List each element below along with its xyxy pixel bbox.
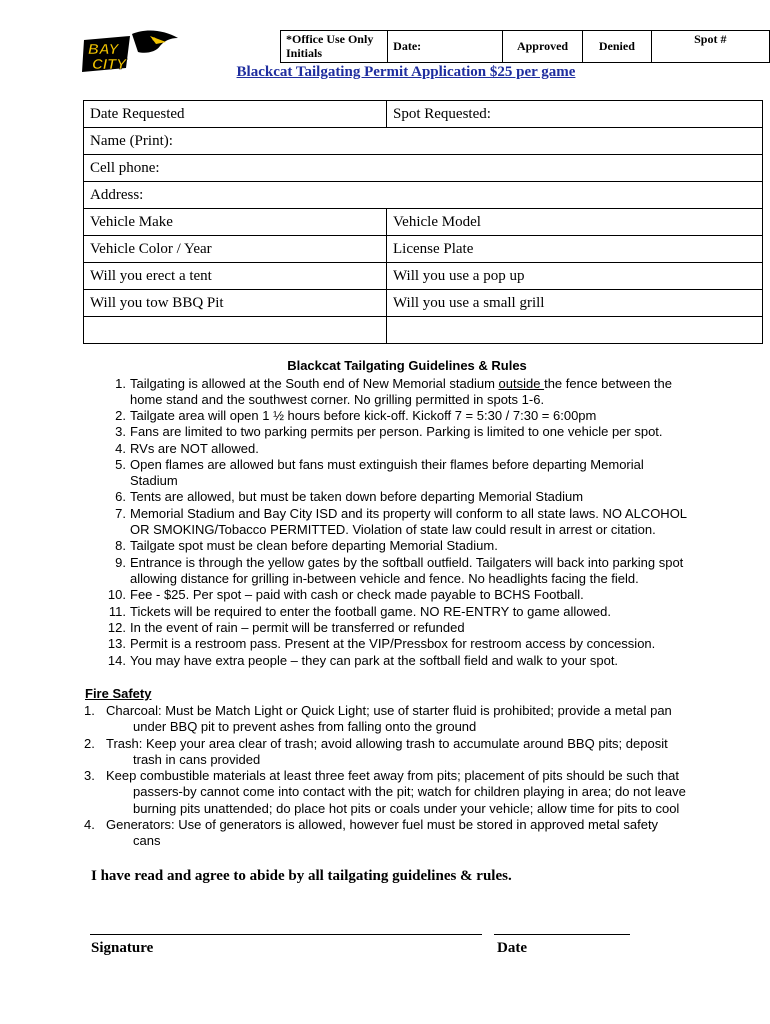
rule-number: 12.: [107, 620, 126, 635]
rule-number: 1.: [115, 376, 126, 391]
cell-phone-field[interactable]: [84, 155, 763, 182]
rule-text: You may have extra people – they can park at the softball field and walk to your spot.: [130, 653, 619, 668]
vehicle-color-label: Vehicle Color / Year: [90, 240, 212, 257]
cell-phone-label: Cell phone:: [90, 159, 160, 176]
date-requested-field[interactable]: [84, 101, 387, 128]
fire-text: cans: [133, 833, 161, 848]
logo-text-city: CITY: [92, 56, 127, 73]
rule-text: Fee - $25. Per spot – paid with cash or check made payable to BCHS Football.: [130, 587, 584, 602]
blank-field-right[interactable]: [387, 317, 763, 344]
rule-text: Tailgating is allowed at the South end of New Memorial stadium outside the fence between the: [130, 376, 673, 391]
rule-text: Fans are limited to two parking permits per person. Parking is limited to one vehicle per spot.: [130, 424, 663, 439]
popup-label: Will you use a pop up: [393, 267, 525, 284]
rule-number: 14.: [107, 653, 126, 668]
fire-number: 3.: [84, 768, 95, 783]
office-use-table: [280, 30, 770, 63]
rule-text: Tickets will be required to enter the football game. NO RE-ENTRY to game allowed.: [130, 604, 611, 619]
initials-label: Initials: [286, 46, 323, 60]
spot-number-label: Spot #: [694, 32, 727, 46]
rule-text: OR SMOKING/Tobacco PERMITTED. Violation of state law could result in arrest or citation.: [130, 522, 656, 537]
fire-number: 2.: [84, 736, 95, 751]
fire-text: Charcoal: Must be Match Light or Quick Light; use of starter fluid is prohibited; provide a metal pan: [106, 703, 672, 718]
date-label: Date: [497, 940, 527, 956]
rule-number: 4.: [115, 441, 126, 456]
agreement-statement: I have read and agree to abide by all tailgating guidelines & rules.: [91, 868, 512, 884]
rule-text: allowing distance for grilling in-between vehicle and fence. No headlights facing the field.: [130, 571, 639, 586]
vehicle-make-field[interactable]: [84, 209, 387, 236]
rule-text: Tents are allowed, but must be taken down before departing Memorial Stadium: [130, 489, 584, 504]
rule-text: Tailgate spot must be clean before departing Memorial Stadium.: [130, 538, 498, 553]
vehicle-make-label: Vehicle Make: [90, 213, 173, 230]
denied-label: Denied: [598, 39, 635, 53]
rule-number: 3.: [115, 424, 126, 439]
tent-label: Will you erect a tent: [90, 267, 212, 284]
rule-text: Tailgate area will open 1 ½ hours before kick-off. Kickoff 7 = 5:30 / 7:30 = 6:00pm: [130, 408, 597, 423]
fire-safety-heading: Fire Safety: [85, 686, 152, 701]
fire-text: Generators: Use of generators is allowed, however fuel must be stored in approved metal safety: [106, 817, 659, 832]
rule-text: RVs are NOT allowed.: [130, 441, 259, 456]
signature-label: Signature: [91, 940, 154, 956]
fire-text: burning pits unattended; do place hot pits or coals under your vehicle; allow time for pits to cool: [133, 801, 680, 816]
tow-bbq-field[interactable]: [84, 290, 387, 317]
rule-text: Open flames are allowed but fans must extinguish their flames before departing Memorial: [130, 457, 644, 472]
spot-requested-label: Spot Requested:: [393, 105, 491, 122]
rule-number: 8.: [115, 538, 126, 553]
page-title: Blackcat Tailgating Permit Application $25 per game: [236, 64, 576, 80]
spot-requested-field[interactable]: [387, 101, 763, 128]
popup-field[interactable]: [387, 263, 763, 290]
license-plate-label: License Plate: [393, 240, 474, 257]
date-requested-label: Date Requested: [90, 105, 185, 122]
address-field[interactable]: [84, 182, 763, 209]
blank-field-left[interactable]: [84, 317, 387, 344]
logo-text-bay: BAY: [88, 41, 119, 58]
office-date-label: Date:: [393, 39, 422, 53]
spot-number-cell[interactable]: [651, 31, 769, 63]
license-plate-field[interactable]: [387, 236, 763, 263]
vehicle-model-label: Vehicle Model: [393, 213, 481, 230]
rule-text: Memorial Stadium and Bay City ISD and its property will conform to all state laws. NO ALCOHOL: [130, 506, 688, 521]
rule-number: 6.: [115, 489, 126, 504]
fire-text: passers-by cannot come into contact with the pit; watch for children playing in area; do not leave: [133, 784, 686, 799]
denied-cell[interactable]: [583, 31, 651, 63]
address-label: Address:: [90, 186, 144, 203]
office-date-cell[interactable]: [388, 31, 503, 63]
rule-text: Permit is a restroom pass. Present at the VIP/Pressbox for restroom access by concession.: [130, 636, 656, 651]
fire-text: Trash: Keep your area clear of trash; avoid allowing trash to accumulate around BBQ pits; deposit: [106, 736, 668, 751]
rule-number: 2.: [115, 408, 126, 423]
small-grill-field[interactable]: [387, 290, 763, 317]
approved-label: Approved: [516, 39, 569, 53]
rule-number: 11.: [108, 604, 126, 619]
fire-number: 4.: [84, 817, 95, 832]
tow-bbq-label: Will you tow BBQ Pit: [90, 294, 224, 311]
fire-text: trash in cans provided: [133, 752, 261, 767]
fire-number: 1.: [84, 703, 95, 718]
tent-field[interactable]: [84, 263, 387, 290]
approved-cell[interactable]: [502, 31, 582, 63]
rule-text: Stadium: [130, 473, 178, 488]
office-use-cell: [281, 31, 388, 63]
fire-text: under BBQ pit to prevent ashes from falling onto the ground: [133, 719, 477, 734]
name-field[interactable]: [84, 128, 763, 155]
rules-heading: Blackcat Tailgating Guidelines & Rules: [287, 358, 527, 373]
date-line[interactable]: [494, 934, 630, 935]
vehicle-color-field[interactable]: [84, 236, 387, 263]
rule-text: home stand and the southwest corner. No grilling permitted in spots 1-6.: [130, 392, 545, 407]
rule-number: 5.: [115, 457, 126, 472]
rule-text: In the event of rain – permit will be transferred or refunded: [130, 620, 465, 635]
rule-text: Entrance is through the yellow gates by the softball outfield. Tailgaters will back into parking spot: [130, 555, 684, 570]
rule-number: 10.: [107, 587, 126, 602]
office-use-label: *Office Use Only: [286, 32, 374, 46]
name-label: Name (Print):: [90, 132, 173, 149]
signature-line[interactable]: [90, 934, 482, 935]
vehicle-model-field[interactable]: [387, 209, 763, 236]
fire-text: Keep combustible materials at least three feet away from pits; placement of pits should be such that: [106, 768, 680, 783]
rule-number: 9.: [115, 555, 126, 570]
rule-number: 13.: [107, 636, 126, 651]
small-grill-label: Will you use a small grill: [393, 294, 545, 311]
application-form-table: [83, 100, 763, 344]
rule-number: 7.: [115, 506, 126, 521]
